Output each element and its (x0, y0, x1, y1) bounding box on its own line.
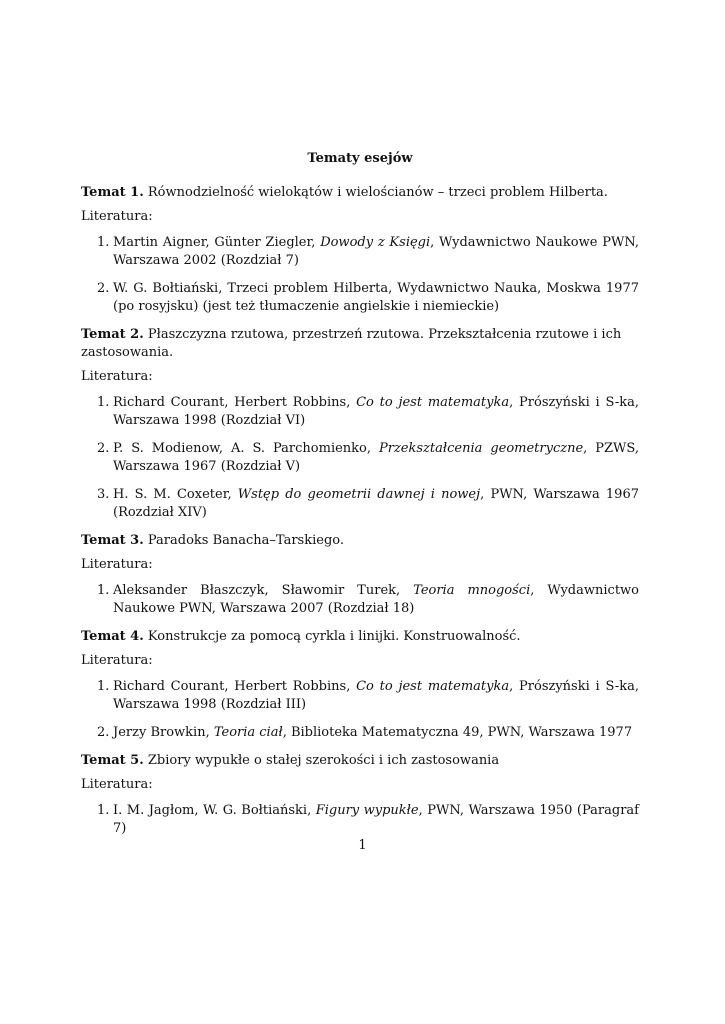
topic-text: Równodzielność wielokątów i wielościanów – trzeci problem Hilberta. (147, 185, 608, 200)
reference-item (81, 582, 639, 618)
reference-text: W. G. Bołtiański, Trzeci problem Hilberta, Wydawnictwo Nauka, Moskwa 1977 (po rosyjsku) (jest też tłumaczenie angielskie i niemieckie) (113, 281, 639, 314)
literature-label: Literatura: (81, 777, 153, 792)
reference-list (81, 234, 639, 316)
reference-item (81, 280, 639, 316)
topic-3: Temat 3. Paradoks Banacha–Tarskiego. (81, 533, 345, 548)
reference-authors: Martin Aigner, Günter Ziegler, (113, 235, 321, 250)
reference-title: Co to jest matematyka (356, 395, 510, 410)
reference-number: 1. (97, 583, 110, 598)
reference-number: 1. (97, 679, 110, 694)
reference-authors: Jerzy Browkin, (113, 725, 214, 740)
reference-number: 2. (97, 281, 110, 296)
reference-number: 1. (97, 395, 110, 410)
page-number: 1 (358, 838, 367, 853)
reference-publisher: , Wydawnictwo Naukowe PWN, Warszawa 2007 (Rozdział 18) (113, 583, 639, 616)
reference-item (81, 678, 639, 714)
reference-number: 2. (97, 441, 110, 456)
reference-number: 2. (97, 725, 110, 740)
reference-authors: Richard Courant, Herbert Robbins, (113, 679, 357, 694)
literature-label: Literatura: (81, 369, 153, 384)
reference-authors: H. S. M. Coxeter, (113, 487, 238, 502)
reference-title: Teoria ciał (213, 725, 283, 740)
topic-text: Konstrukcje za pomocą cyrkla i linijki. Konstruowalność. (147, 629, 521, 644)
literature-label: Literatura: (81, 209, 153, 224)
topic-label: Temat 2 (81, 327, 140, 342)
reference-item (81, 802, 639, 838)
topic-label: Temat 4 (81, 629, 140, 644)
reference-list (81, 678, 639, 742)
reference-title: Dowody z Księgi (320, 235, 431, 250)
reference-item (81, 394, 639, 430)
reference-item (81, 724, 639, 742)
reference-title: Figury wypukłe (315, 803, 419, 818)
reference-publisher: , PWN, Warszawa 1967 (Rozdział XIV) (113, 487, 639, 520)
reference-authors: Aleksander Błaszczyk, Sławomir Turek, (113, 583, 414, 598)
reference-item (81, 234, 639, 270)
reference-authors: I. M. Jagłom, W. G. Bołtiański, (113, 803, 316, 818)
topic-text: Paradoks Banacha–Tarskiego. (147, 533, 345, 548)
topic-label: Temat 1 (81, 185, 140, 200)
reference-list (81, 582, 639, 618)
reference-publisher: , PWN, Warszawa 1950 (Paragraf 7) (113, 803, 639, 836)
topic-label: Temat 3 (81, 533, 140, 548)
reference-authors: P. S. Modienow, A. S. Parchomienko, (113, 441, 379, 456)
topic-1: Temat 1. Równodzielność wielokątów i wielościanów – trzeci problem Hilberta. (81, 185, 608, 200)
reference-title: Przekształcenia geometryczne (379, 441, 584, 456)
literature-label: Literatura: (81, 557, 153, 572)
reference-list (81, 394, 639, 522)
literature-label: Literatura: (81, 653, 153, 668)
reference-number: 3. (97, 487, 110, 502)
document-body (81, 150, 639, 848)
reference-number: 1. (97, 803, 110, 818)
reference-publisher: , Biblioteka Matematyczna 49, PWN, Warszawa 1977 (282, 725, 633, 740)
topic-label: Temat 5 (81, 753, 140, 768)
reference-publisher: , Wydawnictwo Naukowe PWN, Warszawa 2002 (Rozdział 7) (113, 235, 639, 268)
reference-list (81, 802, 639, 838)
topic-2: Temat 2. Płaszczyzna rzutowa, przestrzeń rzutowa. Przekształcenia rzutowe i ich zastosowania. (81, 327, 622, 360)
topic-text: Płaszczyzna rzutowa, przestrzeń rzutowa. Przekształcenia rzutowe i ich zastosowania. (81, 327, 622, 360)
reference-title: Co to jest matematyka (356, 679, 510, 694)
reference-publisher: , Prószyński i S-ka, Warszawa 1998 (Rozdział VI) (113, 395, 639, 428)
reference-number: 1. (97, 235, 110, 250)
reference-title: Teoria mnogości (413, 583, 531, 598)
reference-title: Wstęp do geometrii dawnej i nowej (237, 487, 481, 502)
topic-text: Zbiory wypukłe o stałej szerokości i ich zastosowania (147, 753, 500, 768)
reference-publisher: , PZWS, Warszawa 1967 (Rozdział V) (113, 441, 639, 474)
reference-item (81, 440, 639, 476)
topic-4: Temat 4. Konstrukcje za pomocą cyrkla i linijki. Konstruowalność. (81, 629, 521, 644)
reference-item (81, 486, 639, 522)
reference-publisher: , Prószyński i S-ka, Warszawa 1998 (Rozdział III) (113, 679, 639, 712)
reference-authors: Richard Courant, Herbert Robbins, (113, 395, 357, 410)
document-title: Tematy esejów (307, 151, 413, 166)
topic-5: Temat 5. Zbiory wypukłe o stałej szerokości i ich zastosowania (81, 753, 500, 768)
